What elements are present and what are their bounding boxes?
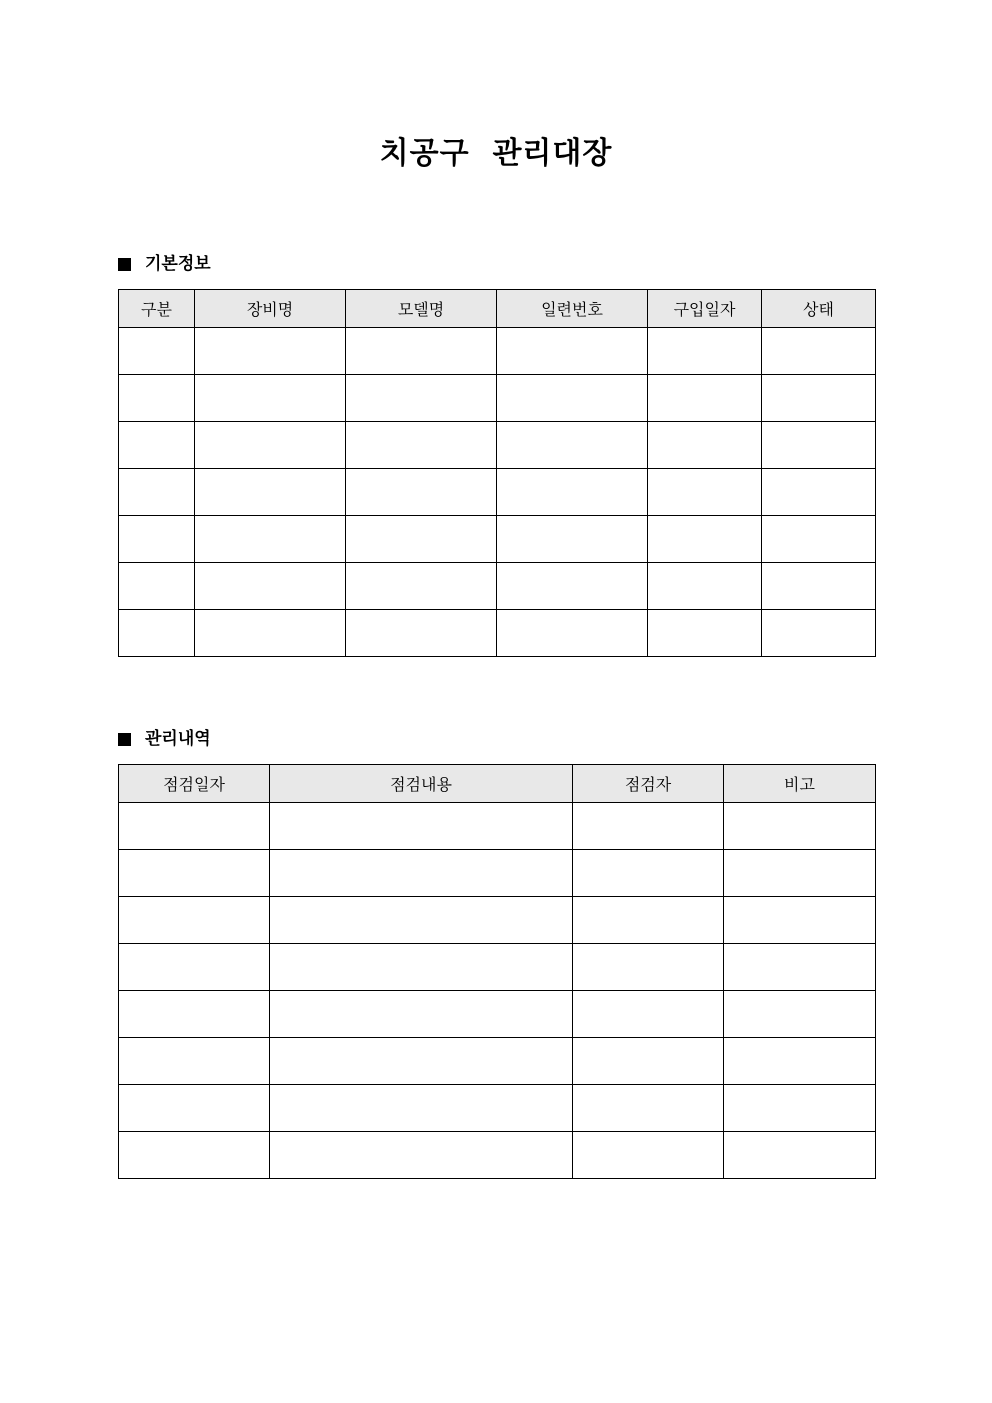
table-row: [119, 516, 876, 563]
table-cell[interactable]: [762, 469, 876, 516]
table-cell[interactable]: [724, 803, 876, 850]
table-cell[interactable]: [648, 563, 762, 610]
table-row: [119, 375, 876, 422]
table-row: [119, 328, 876, 375]
table-row: [119, 563, 876, 610]
table-cell[interactable]: [573, 897, 724, 944]
basic-info-table: [118, 289, 876, 657]
table-cell[interactable]: [195, 610, 346, 657]
table-cell[interactable]: [573, 1085, 724, 1132]
table-cell[interactable]: [270, 1085, 573, 1132]
table-row: [119, 897, 876, 944]
table-cell[interactable]: [497, 516, 648, 563]
table-cell[interactable]: [195, 375, 346, 422]
table-cell[interactable]: [119, 1085, 270, 1132]
column-header-category: 구분: [119, 290, 195, 328]
table-cell[interactable]: [762, 422, 876, 469]
table-cell[interactable]: [573, 1038, 724, 1085]
table-cell[interactable]: [724, 944, 876, 991]
section-heading-management-history: [118, 727, 211, 751]
column-header-status: 상태: [762, 290, 876, 328]
column-header-purchase-date: 구입일자: [648, 290, 762, 328]
column-header-serial-number: 일련번호: [497, 290, 648, 328]
table-cell[interactable]: [762, 563, 876, 610]
section-heading-label: 기본정보: [145, 254, 211, 274]
management-history-table: [118, 764, 876, 1179]
table-header-row: [119, 290, 876, 328]
table-cell[interactable]: [119, 563, 195, 610]
table-cell[interactable]: [573, 850, 724, 897]
table-cell[interactable]: [497, 469, 648, 516]
table-cell[interactable]: [195, 328, 346, 375]
table-cell[interactable]: [119, 944, 270, 991]
table-row: [119, 1085, 876, 1132]
table-cell[interactable]: [497, 610, 648, 657]
table-row: [119, 1038, 876, 1085]
table-cell[interactable]: [195, 563, 346, 610]
table-cell[interactable]: [119, 375, 195, 422]
section-heading-label: 관리내역: [145, 729, 211, 749]
table-cell[interactable]: [573, 991, 724, 1038]
table-cell[interactable]: [119, 897, 270, 944]
table-row: [119, 1132, 876, 1179]
table-cell[interactable]: [119, 610, 195, 657]
table-cell[interactable]: [270, 944, 573, 991]
table-row: [119, 803, 876, 850]
table-cell[interactable]: [724, 850, 876, 897]
table-row: [119, 944, 876, 991]
table-cell[interactable]: [119, 422, 195, 469]
column-header-model-name: 모델명: [346, 290, 497, 328]
table-cell[interactable]: [270, 1038, 573, 1085]
table-cell[interactable]: [119, 991, 270, 1038]
column-header-remarks: 비고: [724, 765, 876, 803]
table-cell[interactable]: [648, 422, 762, 469]
table-cell[interactable]: [270, 1132, 573, 1179]
table-cell[interactable]: [119, 328, 195, 375]
column-header-inspection-date: 점검일자: [119, 765, 270, 803]
table-cell[interactable]: [648, 328, 762, 375]
table-cell[interactable]: [346, 328, 497, 375]
table-cell[interactable]: [346, 610, 497, 657]
table-cell[interactable]: [346, 516, 497, 563]
table-cell[interactable]: [497, 563, 648, 610]
table-cell[interactable]: [724, 1085, 876, 1132]
table-cell[interactable]: [195, 469, 346, 516]
table-row: [119, 422, 876, 469]
column-header-inspection-details: 점검내용: [270, 765, 573, 803]
table-cell[interactable]: [119, 850, 270, 897]
table-cell[interactable]: [648, 469, 762, 516]
table-cell[interactable]: [648, 375, 762, 422]
table-cell[interactable]: [497, 422, 648, 469]
table-cell[interactable]: [346, 469, 497, 516]
table-cell[interactable]: [270, 897, 573, 944]
table-cell[interactable]: [762, 516, 876, 563]
table-cell[interactable]: [497, 375, 648, 422]
table-cell[interactable]: [119, 469, 195, 516]
table-cell[interactable]: [762, 328, 876, 375]
column-header-inspector: 점검자: [573, 765, 724, 803]
square-bullet-icon: [118, 258, 131, 271]
table-cell[interactable]: [346, 375, 497, 422]
table-cell[interactable]: [119, 1132, 270, 1179]
table-cell[interactable]: [648, 610, 762, 657]
table-cell[interactable]: [724, 1038, 876, 1085]
table-cell[interactable]: [270, 803, 573, 850]
table-cell[interactable]: [648, 516, 762, 563]
table-cell[interactable]: [762, 375, 876, 422]
table-cell[interactable]: [497, 328, 648, 375]
table-cell[interactable]: [346, 563, 497, 610]
table-row: [119, 610, 876, 657]
table-cell[interactable]: [119, 803, 270, 850]
table-cell[interactable]: [573, 944, 724, 991]
section-heading-basic-info: [118, 252, 211, 276]
table-cell[interactable]: [119, 1038, 270, 1085]
table-cell[interactable]: [573, 1132, 724, 1179]
table-cell[interactable]: [119, 516, 195, 563]
square-bullet-icon: [118, 733, 131, 746]
table-header-row: [119, 765, 876, 803]
table-cell[interactable]: [270, 850, 573, 897]
table-cell[interactable]: [195, 516, 346, 563]
table-cell[interactable]: [270, 991, 573, 1038]
column-header-equipment-name: 장비명: [195, 290, 346, 328]
page-title: 치공구 관리대장: [379, 136, 613, 171]
table-cell[interactable]: [195, 422, 346, 469]
table-cell[interactable]: [573, 803, 724, 850]
table-row: [119, 991, 876, 1038]
table-cell[interactable]: [724, 1132, 876, 1179]
table-cell[interactable]: [346, 422, 497, 469]
table-cell[interactable]: [762, 610, 876, 657]
table-cell[interactable]: [724, 991, 876, 1038]
table-cell[interactable]: [724, 897, 876, 944]
table-row: [119, 469, 876, 516]
table-row: [119, 850, 876, 897]
